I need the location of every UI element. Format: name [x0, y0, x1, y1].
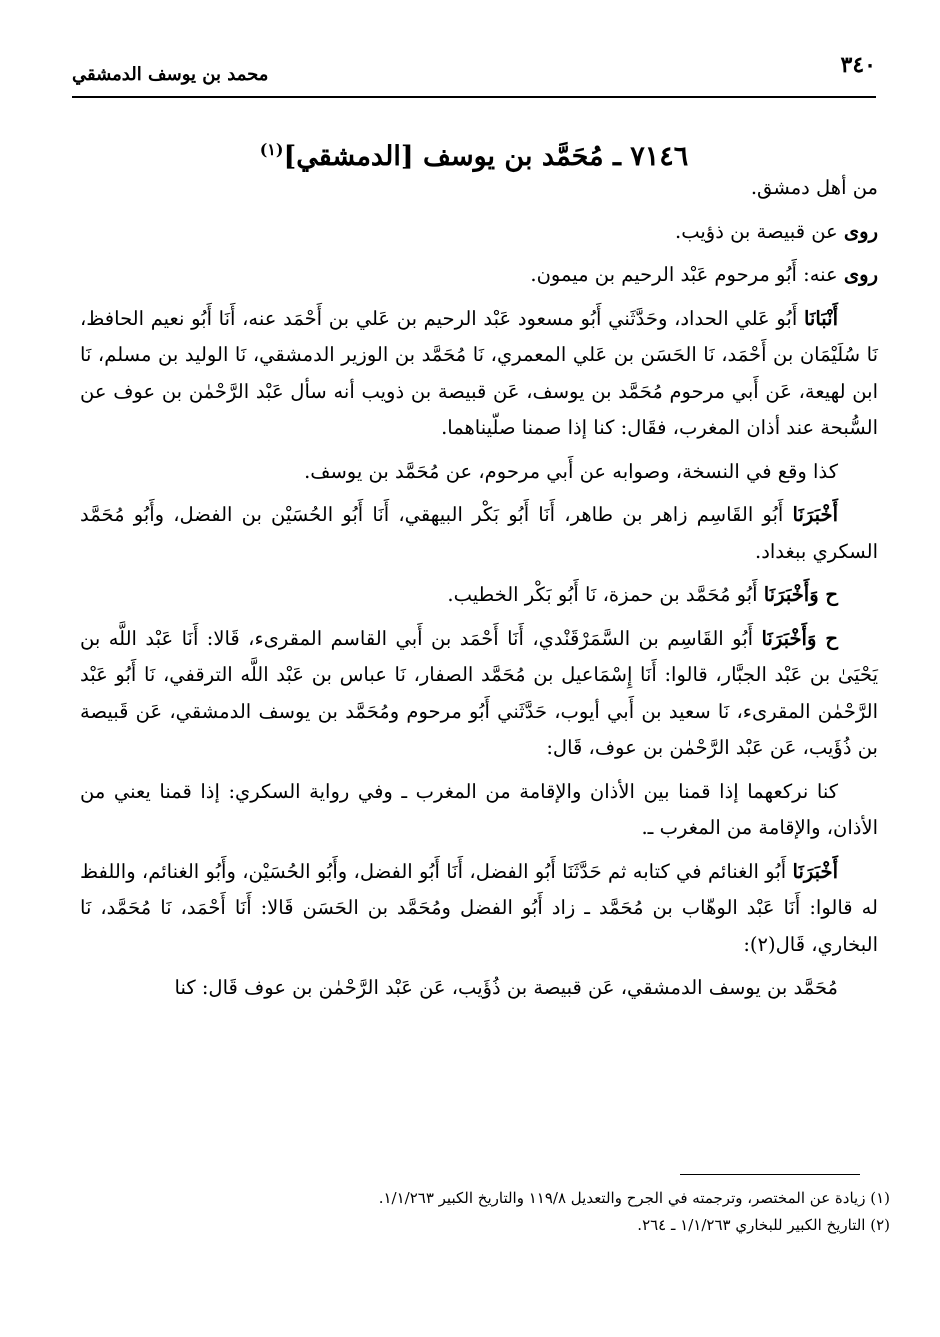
paragraph: [80, 454, 878, 491]
paragraph-keyword: أَخْبَرَنَا: [792, 503, 838, 526]
paragraph-text: أَبُو مُحَمَّد بن حمزة، نَا أَبُو بَكْر الخطيب.: [447, 583, 764, 606]
paragraph: [80, 854, 878, 964]
page-number: ٣٤٠: [840, 52, 876, 78]
paragraph-text: كذا وقع في النسخة، وصوابه عن أَبي مرحوم، عن مُحَمَّد بن يوسف.: [304, 459, 838, 483]
footnote-divider: [680, 1174, 860, 1175]
entry-title-text: ٧١٤٦ ـ مُحَمَّد بن يوسف [الدمشقي]: [283, 141, 689, 172]
paragraph: [80, 257, 878, 294]
footnote-1: (١) زيادة عن المختصر، وترجمته في الجرح والتعديل ١١٩/٨ والتاريخ الكبير ١/١/٢٦٣.: [378, 1189, 890, 1207]
paragraph-text: عن قبيصة بن ذؤيب.: [675, 219, 844, 243]
paragraph-keyword: ح وَأَخْبَرَنَا: [761, 626, 838, 650]
paragraph-keyword: أَنْبَانَا: [803, 306, 838, 330]
paragraph-text: كنا نركعهما إذا قمنا بين الأذان والإقامة من المغرب ـ وفي رواية السكري: إذا قمنا يعني من الأذان، والإقامة من المغرب ـ.: [80, 779, 878, 839]
paragraph: [80, 621, 878, 767]
paragraph: [80, 774, 878, 847]
paragraph-text: عنه: أَبُو مرحوم عَبْد الرحيم بن ميمون.: [530, 263, 844, 286]
paragraph-text: أَبُو القَاسِم زاهر بن طاهر، أَنَا أَبُو بَكْر البيهقي، أَنَا أَبُو الحُسَيْن بن الفضل، وأَبُو مُحَمَّد السكري ببغداد.: [80, 503, 878, 563]
footnote-2: (٢) التاريخ الكبير للبخاري ١/١/٢٦٣ ـ ٢٦٤.: [637, 1216, 890, 1234]
paragraph-keyword: روى: [843, 219, 878, 243]
paragraph-keyword: روى: [843, 263, 878, 286]
main-text: [80, 170, 878, 1014]
paragraph-keyword: ح وَأَخْبَرَنَا: [763, 583, 838, 606]
footnotes: [80, 1185, 890, 1239]
paragraph-text: مُحَمَّد بن يوسف الدمشقي، عَن قبيصة بن ذُؤَيب، عَن عَبْد الرَّحْمٰن بن عوف قَال: كنا: [174, 976, 838, 999]
paragraph-text: من أهل دمشق.: [750, 176, 878, 199]
paragraph: [80, 301, 878, 447]
running-title: محمد بن يوسف الدمشقي: [72, 64, 269, 85]
paragraph-keyword: أَخْبَرَنَا: [792, 859, 838, 883]
footnote-ref-1: (١): [259, 140, 284, 159]
paragraph-text: أَبُو القَاسِم بن السَّمَرْقَنْدي، أَنَا أَحْمَد بن أَبي القاسم المقرىء، قَالا: أَنَا عَبْد اللَّه بن يَحْيَىٰ بن عَبْد الجبَّار، قالوا: أَنَا إِسْمَاعيل بن مُحَمَّد الصفار، نَا عباس بن عَبْد اللَّه الترقفي، نَا أَبُو عَبْد الرَّحْمٰن المقرىء، نَا سعيد بن أَبي أيوب، حَدَّثَني أَبُو مرحوم ومُحَمَّد بن يوسف الدمشقي، عَن قَبيصة بن ذُؤَيب، عَن عَبْد الرَّحْمٰن بن عوف، قَال:: [80, 626, 878, 759]
paragraph: [80, 214, 878, 251]
paragraph: [80, 577, 878, 614]
paragraph-text: أَبُو الغنائم في كتابه ثم حَدَّثَنَا أَبُو الفضل، أَنَا أَبُو الفضل، وأَبُو الحُسَيْن، وأَبُو الغنائم، واللفظ له قالوا: أَنَا عَبْد الوهّاب بن مُحَمَّد ـ زاد أَبُو الفضل ومُحَمَّد بن الحَسَن قَالا: أَنَا أَحْمَد، نَا مُحَمَّد، نَا البخاري، قَال(٢):: [80, 859, 878, 956]
page-header: [72, 52, 876, 98]
paragraph: [80, 170, 878, 207]
paragraph: [80, 970, 878, 1007]
paragraph: [80, 497, 878, 570]
paragraph-text: أَبُو عَلي الحداد، وحَدَّثَني أَبُو مسعود عَبْد الرحيم بن عَلي بن أَحْمَد عنه، أَنَا أَبُو نعيم الحافظ، نَا سُلَيْمَان بن أَحْمَد، نَا الحَسَن بن عَلي المعمري، نَا مُحَمَّد بن الوزير الدمشقي، نَا الوليد بن مسلم، نَا ابن لهيعة، عَن أَبي مرحوم مُحَمَّد بن يوسف، عَن قبيصة بن ذويب أنه سأل عَبْد الرَّحْمٰن بن عوف عن السُّبحة عند أذان المغرب، فقَال: كنا إذا صمنا صلّيناهما.: [80, 306, 878, 439]
